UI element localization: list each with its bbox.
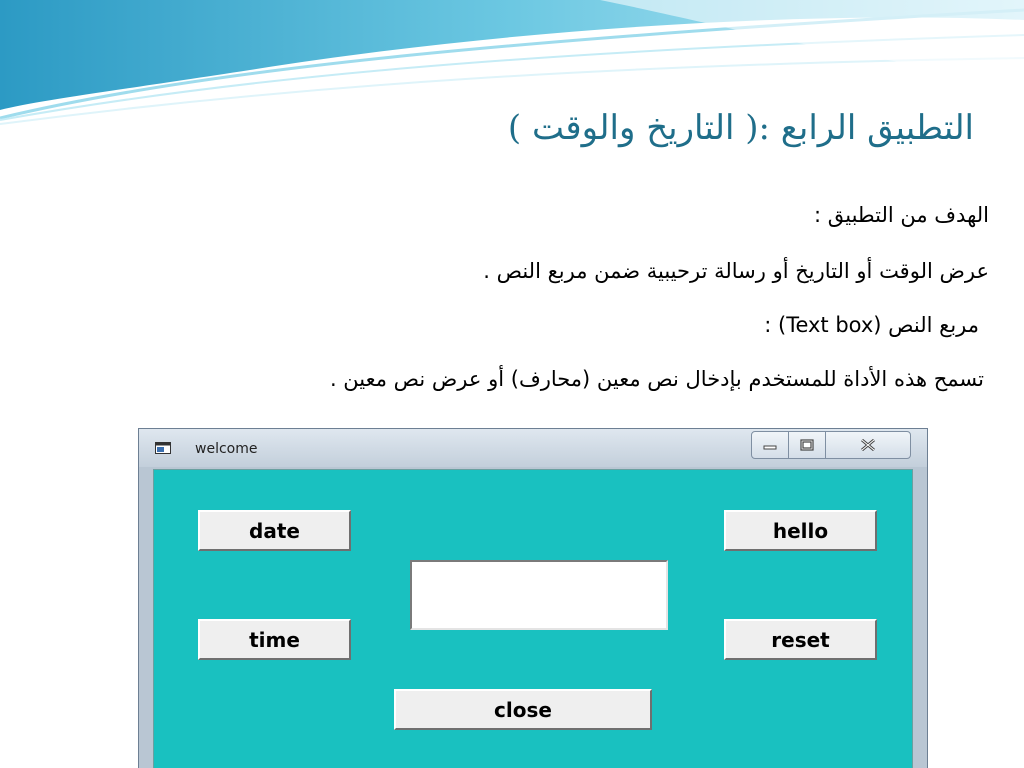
output-textbox[interactable] xyxy=(410,560,668,630)
form-client-area xyxy=(153,469,913,768)
time-button[interactable]: time xyxy=(198,619,351,660)
minimize-icon xyxy=(762,440,778,450)
textbox-description: تسمح هذه الأداة للمستخدم بإدخال نص معين (محارف) أو عرض نص معين . xyxy=(329,367,984,391)
window-app-icon xyxy=(155,442,171,454)
textbox-heading: مربع النص (Text box) : xyxy=(764,313,979,337)
reset-button[interactable]: reset xyxy=(724,619,877,660)
date-button[interactable]: date xyxy=(198,510,351,551)
close-button[interactable]: close xyxy=(394,689,652,730)
hello-button[interactable]: hello xyxy=(724,510,877,551)
minimize-button[interactable] xyxy=(752,432,789,458)
window-controls xyxy=(751,431,911,459)
window-title: welcome xyxy=(195,441,258,457)
welcome-window xyxy=(138,428,928,768)
goal-description: عرض الوقت أو التاريخ أو رسالة ترحيبية ضمن مربع النص . xyxy=(483,259,989,283)
slide-title: التطبيق الرابع :( التاريخ والوقت ) xyxy=(507,108,974,148)
window-titlebar[interactable] xyxy=(139,429,927,467)
window-close-button[interactable] xyxy=(826,432,910,458)
close-icon xyxy=(858,439,878,451)
goal-heading: الهدف من التطبيق : xyxy=(813,203,989,227)
maximize-icon xyxy=(799,439,815,451)
maximize-button[interactable] xyxy=(789,432,826,458)
